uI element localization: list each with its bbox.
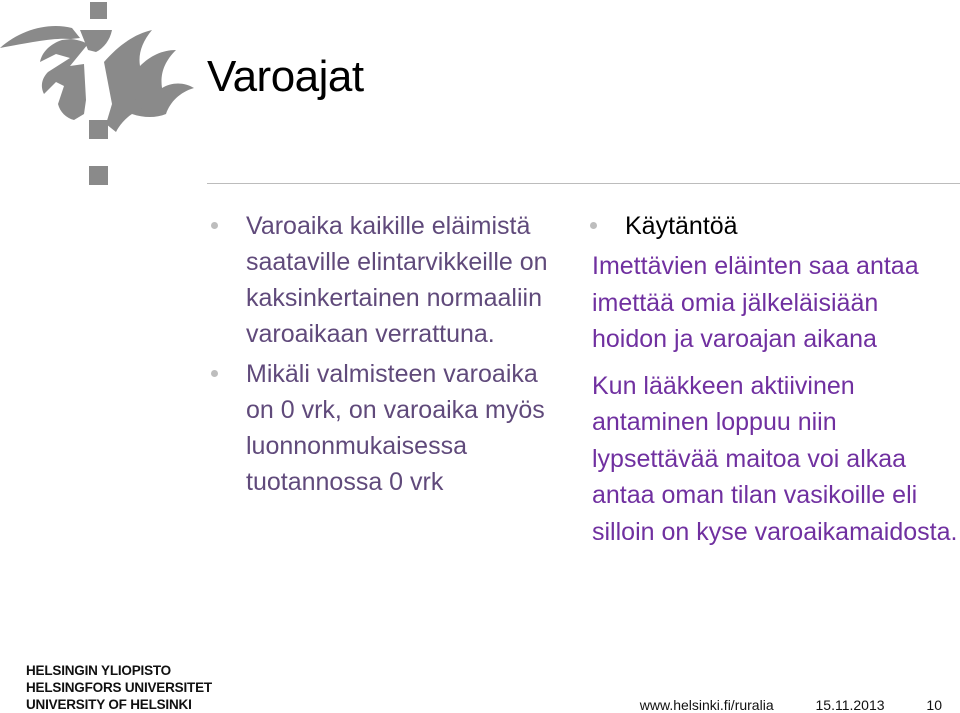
university-name-sv: HELSINGFORS UNIVERSITET (26, 680, 212, 695)
university-name-en: UNIVERSITY OF HELSINKI (26, 697, 192, 712)
footer-page-number: 10 (926, 697, 942, 713)
university-flame-logo (0, 0, 200, 190)
university-name-wordmark (26, 662, 212, 713)
university-name-fi: HELSINGIN YLIOPISTO (26, 663, 171, 678)
left-bullet-1 (211, 208, 571, 352)
left-bullet-2-text: Mikäli valmisteen varoaika on 0 vrk, on varoaika myös luonnonmukaisessa tuotannossa 0 vrk (246, 360, 545, 496)
slide-title: Varoajat (207, 52, 364, 101)
right-paragraph-2: Kun lääkkeen aktiivinen antaminen loppuu niin lypsettävää maitoa voi alkaa antaa oman tilan vasikoille eli silloin on kyse varoaikamaidosta. (592, 371, 958, 546)
bullet-dot-icon (211, 222, 218, 229)
right-paragraph-1: Imettävien eläinten saa antaa imettää omia jälkeläisiään hoidon ja varoajan aikana (592, 252, 919, 353)
right-bullet-text: Käytäntöä (625, 212, 738, 240)
left-bullet-2 (211, 356, 571, 500)
right-column (590, 208, 960, 550)
bullet-dot-icon (211, 370, 218, 377)
title-divider (207, 183, 960, 184)
right-bullet (590, 208, 960, 244)
footer-url[interactable]: www.helsinki.fi/ruralia (639, 697, 774, 713)
left-bullet-1-text: Varoaika kaikille eläimistä saataville elintarvikkeille on kaksinkertainen normaaliin varoaikaan verrattuna. (246, 212, 548, 348)
left-column (211, 208, 571, 500)
footer-meta (640, 697, 942, 713)
footer-date: 15.11.2013 (815, 697, 885, 713)
bullet-dot-icon (590, 222, 597, 229)
